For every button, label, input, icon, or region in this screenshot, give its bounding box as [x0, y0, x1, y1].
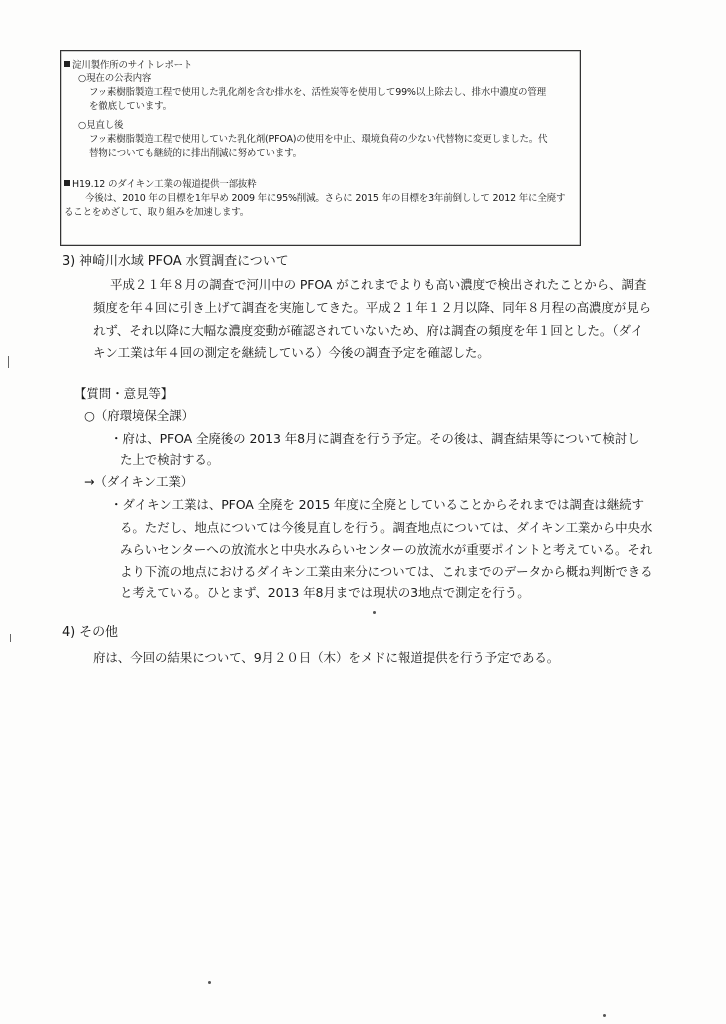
section-4-paragraph: 府は、今回の結果について、9月２０日（木）をメドに報道提供を行う予定である。 [93, 650, 560, 665]
qa-speaker-daikin: →（ダイキン工業） [84, 474, 194, 489]
section-3-heading: 3) 神崎川水域 PFOA 水質調査について [62, 254, 289, 269]
box-sub1-text: を徹底しています。 [89, 101, 172, 112]
box-section2-text: 今後は、2010 年の目標を1年早め 2009 年に95%削減。さらに 2015 年の目標を3年前倒しして 2012 年に全廃す [85, 193, 566, 204]
box-title: 淀川製作所のサイトレポート [64, 60, 192, 72]
scan-mark [10, 634, 11, 642]
square-bullet-icon [64, 180, 70, 186]
box-section2-text: ることをめざして、取り組みを加速します。 [64, 207, 250, 218]
scan-speck [208, 981, 211, 984]
section-4-heading: 4) その他 [62, 625, 118, 640]
qa-heading: 【質問・意見等】 [74, 386, 174, 401]
scan-speck [373, 611, 376, 614]
section-3-paragraph: 頻度を年４回に引き上げて調査を実施してきた。平成２１年１２月以降、同年８月程の高濃度が見ら [93, 300, 652, 315]
scan-mark [8, 356, 9, 368]
excerpt-box [60, 50, 581, 246]
section-3-paragraph: 平成２１年８月の調査で河川中の PFOA がこれまでよりも高い濃度で検出されたことから、調査 [110, 277, 647, 292]
qa-daikin-statement: ・ダイキン工業は、PFOA 全廃を 2015 年度に全廃としていることからそれまでは調査は継続す [110, 497, 644, 512]
scan-speck [603, 1014, 606, 1017]
section-3-paragraph: れず、それ以降に大幅な濃度変動が確認されていないため、府は調査の頻度を年１回とした。（ダイ [93, 323, 644, 338]
section-3-paragraph: キン工業は年４回の測定を継続している）今後の調査予定を確認した。 [93, 345, 490, 360]
box-sub1-heading: ○現在の公表内容 [78, 73, 152, 84]
qa-daikin-statement: みらいセンターへの放流水と中央水みらいセンターの放流水が重要ポイントと考えている。それ [120, 542, 653, 557]
qa-daikin-statement: より下流の地点におけるダイキン工業由来分については、これまでのデータから概ね判断できる [120, 564, 653, 579]
qa-prefecture-statement: た上で検討する。 [120, 452, 220, 467]
box-sub2-text: 替物についても継続的に排出削減に努めています。 [89, 148, 302, 159]
qa-prefecture-statement: ・府は、PFOA 全廃後の 2013 年8月に調査を行う予定。その後は、調査結果等について検討し [110, 431, 640, 446]
box-sub2-heading: ○見直し後 [78, 120, 124, 131]
square-bullet-icon [64, 61, 70, 67]
box-section2-title: H19.12 のダイキン工業の報道提供一部抜粋 [64, 179, 256, 191]
qa-daikin-statement: と考えている。ひとまず、2013 年8月までは現状の3地点で測定を行う。 [120, 585, 530, 600]
qa-daikin-statement: る。ただし、地点については今後見直しを行う。調査地点については、ダイキン工業から中央水 [120, 520, 653, 535]
qa-speaker-prefecture: ○（府環境保全課） [84, 408, 195, 423]
box-sub1-text: フッ素樹脂製造工程で使用した乳化剤を含む排水を、活性炭等を使用して99%以上除去し、排水中濃度の管理 [89, 87, 546, 98]
box-sub2-text: フッ素樹脂製造工程で使用していた乳化剤(PFOA)の使用を中止、環境負荷の少ない代替物に変更しました。代 [89, 134, 548, 145]
